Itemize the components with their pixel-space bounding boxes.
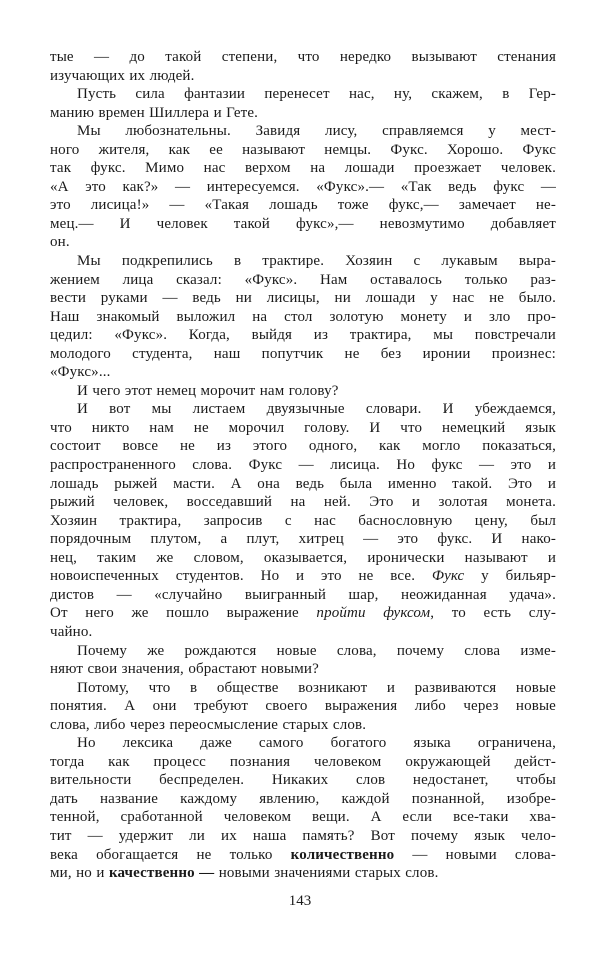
text-line — [50, 215, 556, 234]
text-segment: Наш знакомый выложил на стол золотую монету и зло про- — [50, 308, 556, 325]
italic-text: пройти фуксом — [316, 605, 431, 622]
text-segment: нец, таким же словом, оказывается, иронически называют и — [50, 549, 556, 566]
text-line — [50, 808, 556, 827]
text-segment: что никто нам не морочил голову. И что немецкий язык — [50, 419, 556, 436]
text-line — [50, 660, 556, 679]
text-line — [50, 289, 556, 308]
text-segment: «А это как?» — интересуемся. «Фукс».— «Так ведь фукс — — [50, 178, 556, 195]
text-line — [50, 308, 556, 327]
text-line — [50, 790, 556, 809]
text-line — [50, 437, 556, 456]
text-segment: И вот мы листаем двуязычные словари. И убеждаемся, — [77, 401, 556, 418]
text-segment: порядочным плутом, а плут, хитрец — это фукс. И нако- — [50, 531, 556, 548]
text-segment: Мы подкрепились в трактире. Хозяин с лукавым выра- — [77, 253, 556, 270]
text-segment: новоиспеченных студентов. Но и это не все. — [50, 568, 432, 585]
text-segment: лошадь рыжей масти. А она ведь была именно такой. Это и — [50, 475, 556, 492]
text-segment: ми, но и — [50, 865, 109, 882]
text-segment: тые — до такой степени, что нередко вызывают стенания — [50, 49, 556, 65]
text-segment: мец.— И человек такой фукс»,— невозмутимо добавляет — [50, 215, 556, 232]
text-segment: у бильяр- — [464, 568, 556, 585]
text-segment: молодого студента, наш попутчик не без иронии произнес: — [50, 345, 556, 362]
paragraph — [50, 400, 556, 641]
text-segment: состоит вовсе не из этого одного, как могло показаться, — [50, 438, 556, 455]
text-segment: Пусть сила фантазии перенесет нас, ну, скажем, в Гер- — [77, 86, 556, 103]
text-segment: Мы любознательны. Завидя лису, справляемся у мест- — [77, 123, 556, 140]
text-line — [50, 122, 556, 141]
text-line — [50, 345, 556, 364]
text-line — [50, 586, 556, 605]
text-segment: дать название каждому явлению, каждой познанной, изобре- — [50, 790, 556, 807]
text-line — [50, 141, 556, 160]
paragraph — [50, 382, 556, 401]
text-segment: От него же пошло выражение — [50, 605, 317, 622]
text-line — [50, 271, 556, 290]
text-line — [50, 104, 556, 123]
text-line — [50, 67, 556, 86]
text-segment: манию времен Шиллера и Гете. — [50, 104, 259, 121]
text-line — [50, 623, 556, 642]
book-page-text — [50, 48, 556, 883]
text-line — [50, 549, 556, 568]
bold-text: качественно — — [108, 865, 215, 882]
text-line — [50, 716, 556, 735]
text-segment: ного жителя, как ее называют немцы. Фукс. Хорошо. Фукс — [50, 141, 556, 158]
bold-text: количественно — [290, 846, 395, 863]
text-segment: это лисица!» — «Такая лошадь тоже фукс,— замечает не- — [50, 197, 556, 214]
text-segment: чайно. — [50, 623, 93, 640]
text-segment: — новыми слова- — [394, 846, 556, 863]
text-segment: понятия. А они требуют своего выражения либо через новые — [50, 698, 556, 715]
text-segment: тит — удержит ли их наша память? Вот почему язык чело- — [50, 827, 556, 844]
text-line — [50, 604, 556, 623]
text-line — [50, 400, 556, 419]
text-segment: тенной, сработанной человеком вещи. А если все-таки хва- — [50, 809, 556, 826]
text-line — [50, 530, 556, 549]
text-segment: вести руками — ведь ни лисицы, ни лошади у нас не было. — [50, 290, 556, 307]
text-segment: изучающих их людей. — [50, 67, 195, 84]
text-segment: вительности беспределен. Никаких слов недостанет, чтобы — [50, 772, 556, 789]
text-line — [50, 512, 556, 531]
text-segment: Но лексика даже самого богатого языка ограничена, — [77, 735, 556, 752]
text-line — [50, 734, 556, 753]
text-segment: распространенного слова. Фукс — лисица. Но фукс — это и — [50, 457, 556, 474]
text-line — [50, 642, 556, 661]
text-segment: «Фукс»... — [50, 364, 111, 381]
paragraph — [50, 122, 556, 252]
text-line — [50, 48, 556, 67]
text-segment: Почему же рождаются новые слова, почему слова изме- — [77, 642, 556, 659]
text-line — [50, 419, 556, 438]
text-line — [50, 753, 556, 772]
text-line — [50, 493, 556, 512]
text-line — [50, 864, 556, 883]
text-segment: дистов — «случайно выигранный шар, неожиданная удача». — [50, 586, 556, 603]
text-line — [50, 196, 556, 215]
text-segment: жением лица сказал: «Фукс». Нам оставалось только раз- — [50, 271, 556, 288]
text-line — [50, 178, 556, 197]
text-line — [50, 827, 556, 846]
text-line — [50, 567, 556, 586]
paragraph — [50, 642, 556, 679]
text-segment: века обогащается не только — [50, 846, 291, 863]
text-segment: Потому, что в обществе возникают и развиваются новые — [77, 679, 556, 696]
text-segment: няют свои значения, обрастают новыми? — [50, 661, 319, 678]
page-number: 143 — [288, 893, 312, 909]
text-segment: слова, либо через переосмысление старых слов. — [50, 716, 367, 733]
text-line — [50, 252, 556, 271]
text-segment: тогда как процесс познания человеком окружающей дейст- — [50, 753, 556, 770]
text-line — [50, 85, 556, 104]
text-line — [50, 363, 556, 382]
text-line — [50, 233, 556, 252]
text-segment: , то есть слу- — [430, 605, 556, 622]
text-line — [50, 679, 556, 698]
italic-text: Фукс — [431, 568, 465, 585]
text-segment: И чего этот немец морочит нам голову? — [77, 382, 339, 399]
paragraph — [50, 734, 556, 882]
paragraph — [50, 679, 556, 735]
text-segment: Хозяин трактира, запросив с нас баснословную цену, был — [50, 512, 556, 529]
text-segment: цедил: «Фукс». Когда, выйдя из трактира, мы повстречали — [50, 327, 556, 344]
text-line — [50, 456, 556, 475]
text-line — [50, 771, 556, 790]
text-line — [50, 326, 556, 345]
paragraph — [50, 85, 556, 122]
text-segment: рыжий человек, восседавший на ней. Это и золотая монета. — [50, 494, 556, 511]
text-segment: так фукс. Мимо нас верхом на лошади проезжает человек. — [50, 160, 556, 177]
paragraph — [50, 252, 556, 382]
text-line — [50, 475, 556, 494]
text-segment: новыми значениями старых слов. — [214, 865, 439, 882]
text-line — [50, 159, 556, 178]
text-line — [50, 846, 556, 865]
paragraph — [50, 48, 556, 85]
text-line — [50, 697, 556, 716]
text-segment: он. — [50, 234, 70, 251]
text-line — [50, 382, 556, 401]
